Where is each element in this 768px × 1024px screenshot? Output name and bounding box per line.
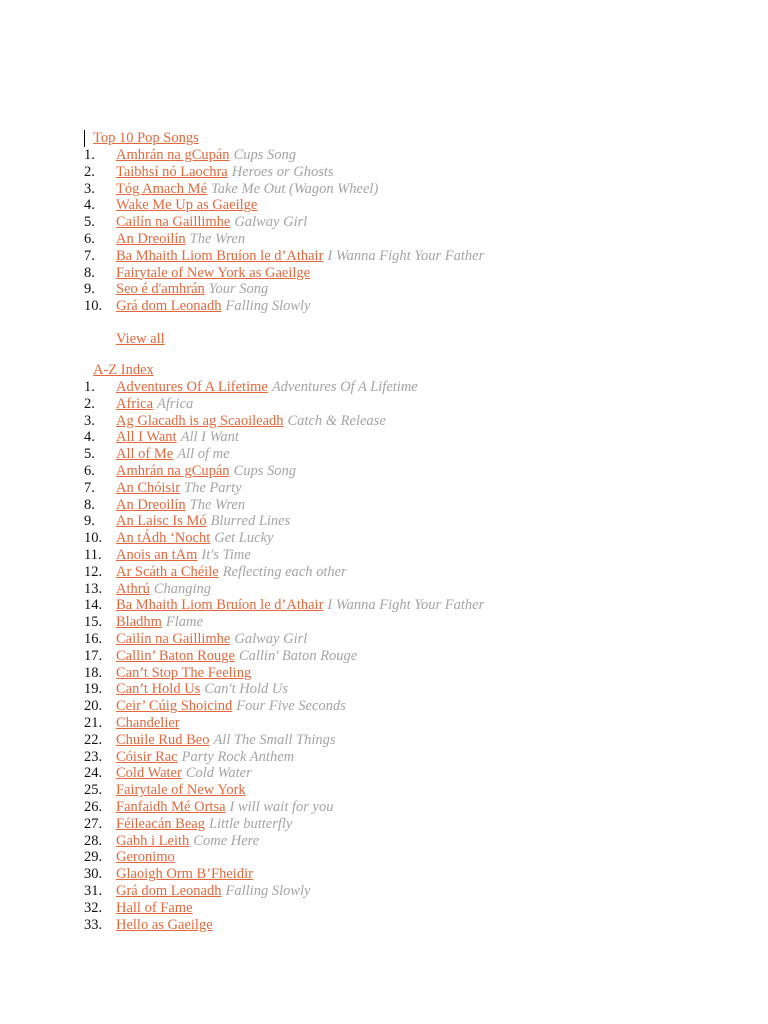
list-item-entry: [116, 900, 193, 917]
song-link[interactable]: Féileacán Beag: [116, 815, 205, 832]
list-item-entry: [116, 480, 242, 497]
list-item-number: 17.: [84, 647, 103, 664]
song-link[interactable]: Chandelier: [116, 714, 180, 731]
song-link[interactable]: Anois an tAm: [116, 546, 198, 563]
list-item-entry: [116, 681, 288, 698]
list-item-number: 23.: [84, 748, 103, 765]
list-item-number: 9.: [84, 281, 95, 298]
list-item-number: 2.: [84, 395, 95, 412]
list-item-entry: [116, 816, 292, 833]
list-item-number: 20.: [84, 698, 103, 715]
english-title: Take Me Out (Wagon Wheel): [211, 180, 379, 197]
english-title: Adventures Of A Lifetime: [271, 379, 418, 395]
list-item-number: 19.: [84, 681, 103, 698]
song-link[interactable]: Taibhsí nó Laochra: [116, 163, 228, 180]
english-title: Can't Hold Us: [204, 681, 288, 698]
english-title: Cups Song: [233, 147, 297, 163]
list-item-number: 24.: [84, 765, 103, 782]
list-item-number: 3.: [84, 180, 95, 197]
english-title: I Wanna Fight Your Father: [327, 597, 485, 614]
song-link[interactable]: An Dreoilín: [116, 230, 186, 247]
song-link[interactable]: An Dreoilín: [116, 496, 186, 513]
list-item-number: 33.: [84, 916, 103, 933]
list-item-entry: [116, 849, 175, 866]
english-title: Blurred Lines: [210, 513, 291, 530]
list-item-number: 10.: [84, 530, 103, 547]
song-link[interactable]: Cailín na Gaillimhe: [116, 214, 231, 231]
english-title: Galway Girl: [234, 214, 308, 231]
list-item-number: 3.: [84, 412, 95, 429]
list-item-entry: [116, 181, 378, 198]
top-10-heading-link[interactable]: Top 10 Pop Songs: [93, 130, 199, 146]
song-link[interactable]: Amhrán na gCupán: [116, 147, 230, 163]
list-item-number: 1.: [84, 379, 95, 395]
song-link[interactable]: Glaoigh Orm B’Fheidir: [116, 866, 253, 883]
list-item-number: 30.: [84, 866, 103, 883]
list-item-entry: [116, 446, 230, 463]
list-item-entry: [116, 231, 245, 248]
song-link[interactable]: Grá dom Leonadh: [116, 882, 222, 899]
a-z-index-heading-link[interactable]: A-Z Index: [93, 362, 154, 378]
list-item-number: 26.: [84, 798, 103, 815]
list-item-entry: [116, 883, 310, 900]
english-title: Africa: [157, 395, 194, 412]
english-title: Your Song: [208, 281, 269, 298]
song-link[interactable]: Africa: [116, 395, 154, 412]
list-item-entry: [116, 298, 310, 315]
list-item-entry: [116, 147, 296, 164]
english-title: Cups Song: [233, 462, 297, 479]
list-item-number: 32.: [84, 899, 103, 916]
list-item-entry: [116, 749, 294, 766]
song-link[interactable]: Ba Mhaith Liom Bruíon le d’Athair: [116, 597, 324, 614]
list-item-entry: [116, 513, 290, 530]
english-title: Falling Slowly: [225, 882, 311, 899]
song-link[interactable]: Gabh i Leith: [116, 832, 190, 849]
list-item-number: 8.: [84, 264, 95, 281]
list-item-number: 21.: [84, 714, 103, 731]
english-title: The Party: [184, 479, 242, 496]
song-link[interactable]: Cold Water: [116, 765, 182, 782]
list-item-number: 4.: [84, 429, 95, 446]
list-item-number: 15.: [84, 614, 103, 631]
view-all-link[interactable]: View all: [116, 331, 165, 347]
song-link[interactable]: Wake Me Up as Gaeilge: [116, 197, 258, 214]
list-item-entry: [116, 648, 357, 665]
song-link[interactable]: An tÁdh ‘Nocht: [116, 530, 211, 547]
list-item-number: 27.: [84, 815, 103, 832]
english-title: The Wren: [189, 496, 246, 513]
list-item-entry: [116, 396, 193, 413]
list-item-entry: [116, 597, 484, 614]
song-link[interactable]: Athrú: [116, 580, 150, 597]
list-item-number: 22.: [84, 731, 103, 748]
english-title: All I Want: [180, 429, 239, 446]
song-link[interactable]: Fairytale of New York: [116, 782, 246, 799]
english-title: Changing: [153, 580, 212, 597]
list-item-number: 12.: [84, 563, 103, 580]
english-title: Catch & Release: [287, 412, 386, 429]
list-item-entry: [116, 248, 484, 265]
list-item-entry: [116, 765, 252, 782]
list-item-entry: [116, 665, 251, 682]
song-link[interactable]: Fairytale of New York as Gaeilge: [116, 264, 311, 281]
list-item-number: 7.: [84, 479, 95, 496]
list-item-number: 10.: [84, 298, 103, 315]
list-item-entry: [116, 281, 268, 298]
song-link[interactable]: All I Want: [116, 429, 177, 446]
english-title: Cold Water: [185, 765, 252, 782]
song-link[interactable]: Hello as Gaeilge: [116, 916, 213, 933]
english-title: Party Rock Anthem: [181, 748, 295, 765]
list-item-number: 5.: [84, 214, 95, 231]
list-item-number: 6.: [84, 230, 95, 247]
song-link[interactable]: Ceir’ Cúig Shoicind: [116, 698, 233, 715]
song-link[interactable]: Cóisir Rac: [116, 748, 178, 765]
list-item-entry: [116, 547, 251, 564]
list-item-number: 6.: [84, 462, 95, 479]
list-item-entry: [116, 530, 273, 547]
list-item-entry: [116, 698, 346, 715]
list-item-number: 16.: [84, 630, 103, 647]
list-item-number: 2.: [84, 163, 95, 180]
song-link[interactable]: Bladhm: [116, 614, 162, 631]
list-item-entry: [116, 463, 296, 480]
song-link[interactable]: Ba Mhaith Liom Bruíon le d’Athair: [116, 247, 324, 264]
english-title: I will wait for you: [229, 798, 334, 815]
list-item-number: 8.: [84, 496, 95, 513]
song-link[interactable]: Chuile Rud Beo: [116, 731, 210, 748]
list-item-entry: [116, 614, 203, 631]
list-item-number: 13.: [84, 580, 103, 597]
song-link[interactable]: Callin’ Baton Rouge: [116, 647, 235, 664]
list-item-number: 29.: [84, 849, 103, 866]
english-title: Four Five Seconds: [236, 698, 346, 715]
list-item-entry: [116, 164, 334, 181]
list-item-number: 25.: [84, 782, 103, 799]
list-item-entry: [116, 197, 257, 214]
english-title: Galway Girl: [234, 630, 308, 647]
english-title: The Wren: [189, 230, 246, 247]
list-item-number: 31.: [84, 882, 103, 899]
english-title: All of me: [177, 446, 230, 463]
song-link[interactable]: Cailín na Gaillimhe: [116, 630, 231, 647]
song-link[interactable]: All of Me: [116, 446, 174, 463]
english-title: Callin' Baton Rouge: [238, 647, 358, 664]
english-title: Little butterfly: [208, 815, 293, 832]
song-link[interactable]: Amhrán na gCupán: [116, 462, 230, 479]
song-link[interactable]: Fanfaidh Mé Ortsa: [116, 798, 226, 815]
list-item-entry: [116, 564, 347, 581]
list-item-entry: [116, 631, 307, 648]
list-item-number: 7.: [84, 247, 95, 264]
english-title: Reflecting each other: [222, 563, 347, 580]
list-item-entry: [116, 265, 310, 282]
english-title: Falling Slowly: [225, 298, 311, 315]
list-item-entry: [116, 782, 246, 799]
english-title: Heroes or Ghosts: [231, 163, 334, 180]
song-link[interactable]: An Chóisir: [116, 479, 181, 496]
list-item-entry: [116, 379, 418, 396]
list-item-entry: [116, 497, 245, 514]
list-item-entry: [116, 732, 336, 749]
list-item-entry: [116, 581, 211, 598]
list-item-number: 28.: [84, 832, 103, 849]
english-title: Flame: [165, 614, 203, 631]
english-title: Come Here: [193, 832, 260, 849]
song-link[interactable]: Ag Glacadh is ag Scaoileadh: [116, 412, 284, 429]
list-item-number: 5.: [84, 446, 95, 463]
song-link[interactable]: Seo é d'amhrán: [116, 281, 205, 298]
list-item-entry: [116, 715, 180, 732]
list-item-entry: [116, 866, 253, 883]
list-item-number: 18.: [84, 664, 103, 681]
list-item-entry: [116, 214, 307, 231]
song-link[interactable]: Can’t Stop The Feeling: [116, 664, 252, 681]
text-cursor: [84, 130, 85, 147]
list-item-entry: [116, 917, 213, 934]
list-item-entry: [116, 799, 333, 816]
english-title: It's Time: [201, 546, 251, 563]
english-title: All The Small Things: [213, 731, 336, 748]
list-item-entry: [116, 833, 259, 850]
list-item-entry: [116, 413, 386, 430]
list-item-number: 11.: [84, 546, 102, 563]
song-link[interactable]: Tóg Amach Mé: [116, 180, 208, 197]
list-item-number: 9.: [84, 513, 95, 530]
song-link[interactable]: Can’t Hold Us: [116, 681, 201, 698]
song-link[interactable]: Geronimo: [116, 849, 175, 866]
list-item-entry: [116, 429, 239, 446]
english-title: I Wanna Fight Your Father: [327, 247, 485, 264]
song-link[interactable]: Adventures Of A Lifetime: [116, 379, 268, 395]
song-link[interactable]: An Laisc Is Mó: [116, 513, 207, 530]
list-item-number: 4.: [84, 197, 95, 214]
song-link[interactable]: Grá dom Leonadh: [116, 298, 222, 315]
list-item-number: 14.: [84, 597, 103, 614]
song-link[interactable]: Hall of Fame: [116, 899, 193, 916]
list-item-number: 1.: [84, 147, 95, 163]
english-title: Get Lucky: [214, 530, 274, 547]
song-link[interactable]: Ar Scáth a Chéile: [116, 563, 219, 580]
